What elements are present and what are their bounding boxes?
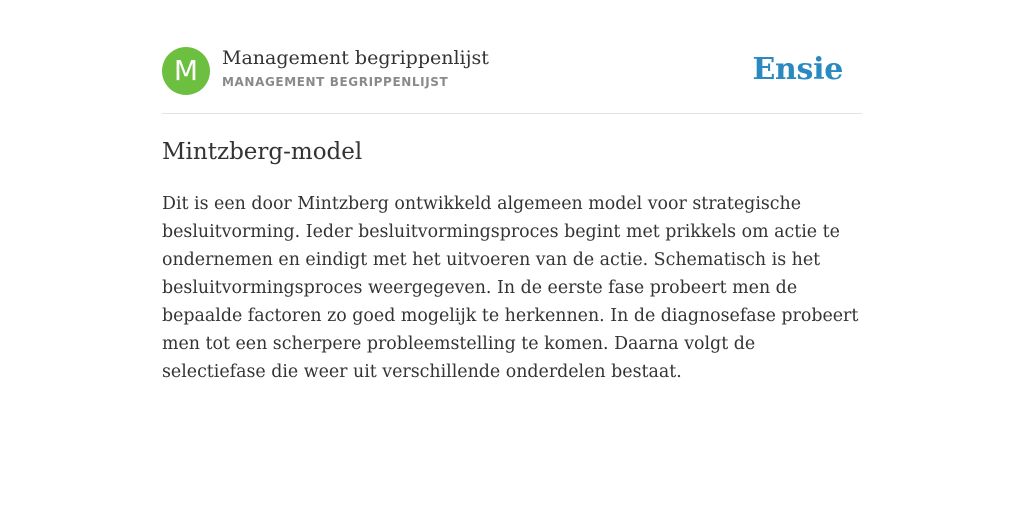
source-avatar[interactable]: M xyxy=(162,47,210,95)
ensie-logo-link[interactable]: Ensie xyxy=(752,52,843,87)
source-title-block xyxy=(222,46,489,94)
source-title-link[interactable]: Management begrippenlijst xyxy=(222,47,489,69)
header xyxy=(162,0,862,114)
content-container xyxy=(162,0,862,382)
term-title: Mintzberg-model xyxy=(162,139,363,165)
source-subtitle: MANAGEMENT BEGRIPPENLIJST xyxy=(222,75,449,89)
term-definition: Dit is een door Mintzberg ontwikkeld algemeen model voor strategische besluitvorming. Ieder besluitvormingsproces begint met prikkels om actie te ondernemen en eindigt met het uitvoeren van de actie. Schematisch is het besluitvormingsproces weergegeven. In de eerste fase probeert men de bepaalde factoren zo goed mogelijk te herkennen. In de diagnosefase probeert men tot een scherpere probleemstelling te komen. Daarna volgt de selectiefase die weer uit verschillende onderdelen bestaat. xyxy=(162,194,859,382)
